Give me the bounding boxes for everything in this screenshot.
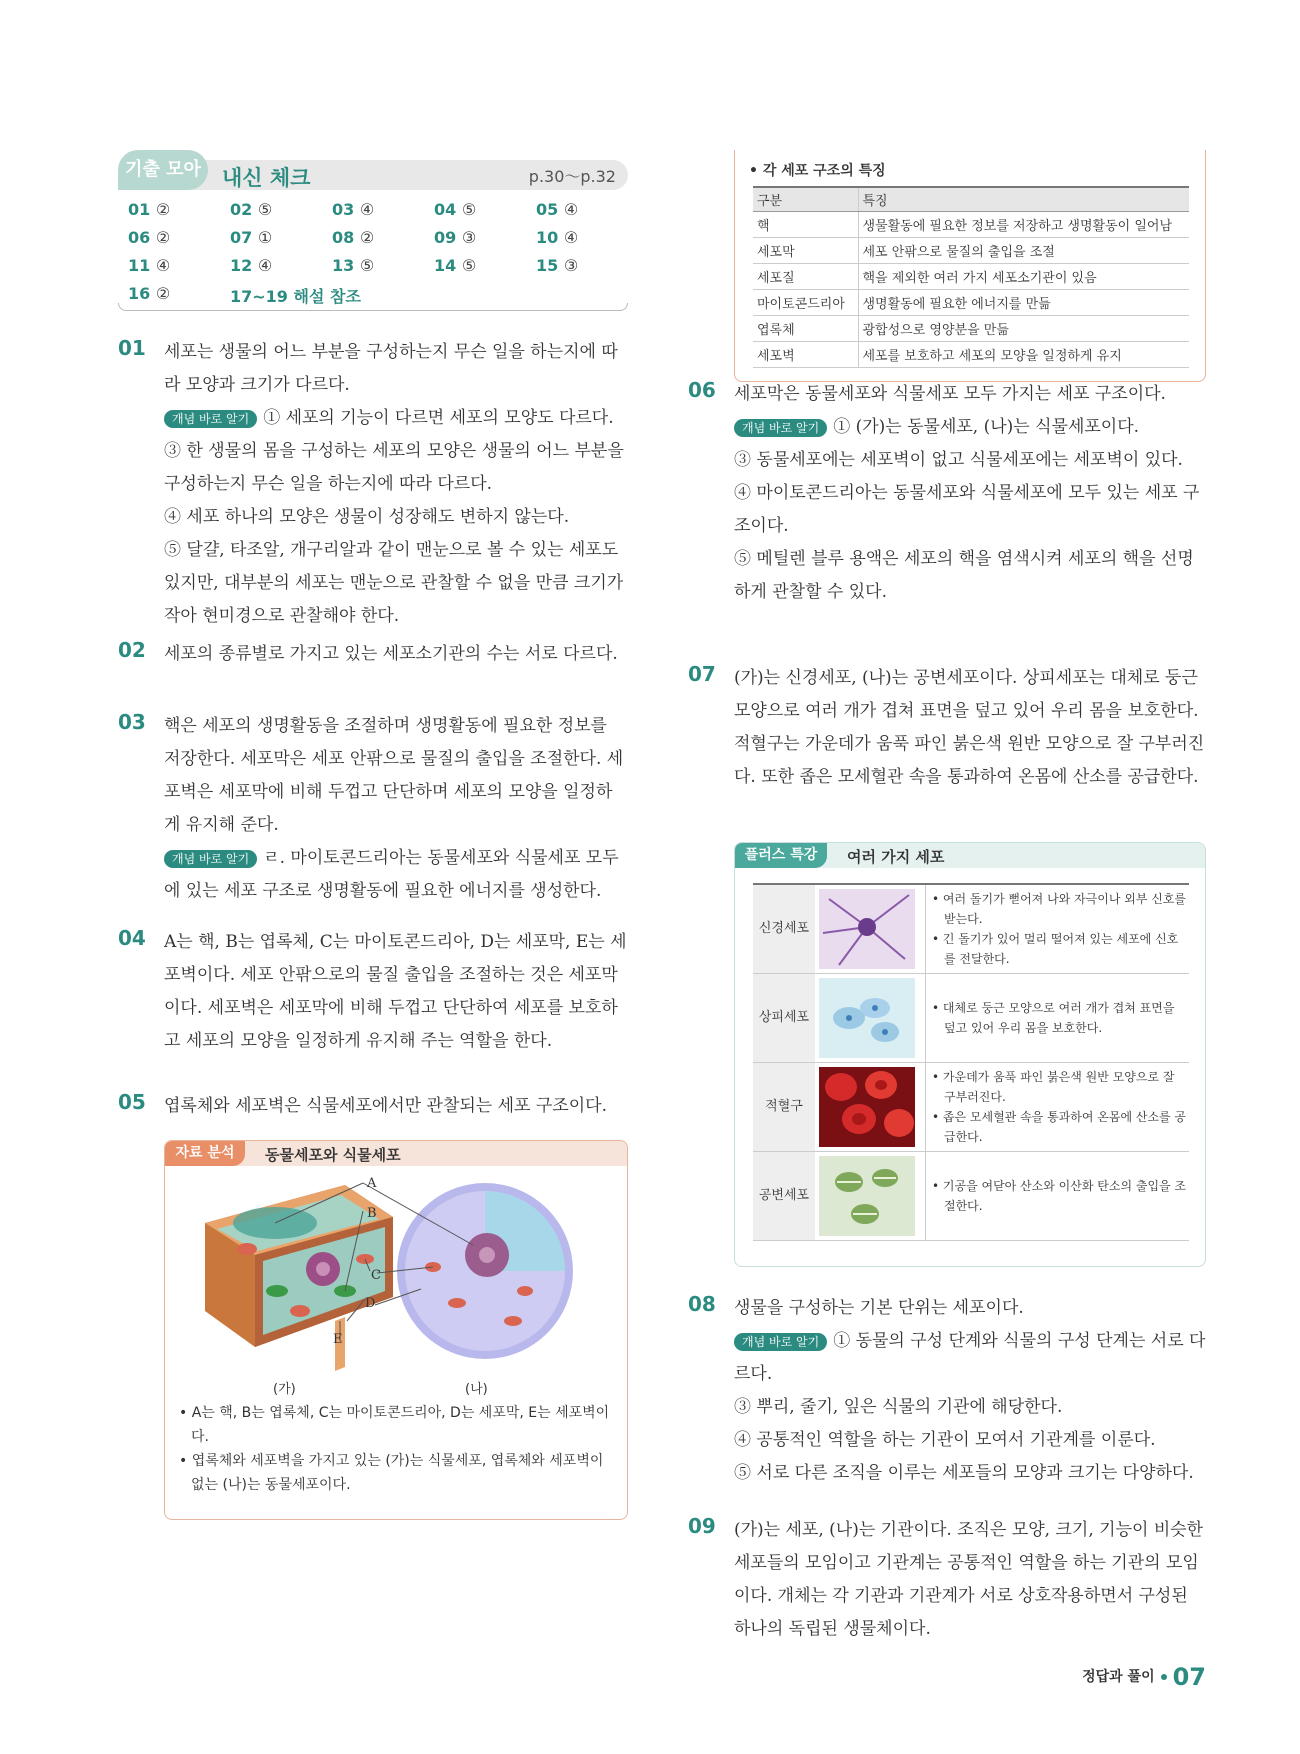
cell-type-description [925, 885, 1187, 973]
feature-name: 핵 [753, 211, 858, 237]
answer-number: 13 [332, 256, 355, 275]
feature-row [753, 211, 1189, 237]
answer-item [332, 228, 434, 249]
feature-desc: 세포 안팎으로 물질의 출입을 조절 [858, 237, 1189, 263]
label-b: B [367, 1206, 377, 1221]
answer-number: 05 [536, 200, 559, 219]
question-07 [688, 662, 1206, 794]
feature-desc: 생물활동에 필요한 정보를 저장하고 생명활동이 일어남 [858, 211, 1189, 237]
feature-row [753, 341, 1189, 367]
answer-item [536, 256, 628, 277]
answer-choice: ④ [155, 256, 171, 275]
answer-choice: ④ [359, 200, 375, 219]
cell-type-row [753, 1152, 1189, 1241]
label-d: D [365, 1296, 376, 1311]
answer-choice: ⑤ [461, 200, 477, 219]
choice-text: ④ 마이토콘드리아는 동물세포와 식물세포에 모두 있는 세포 구조이다. [734, 483, 1200, 536]
cell-micrograph [819, 1067, 915, 1147]
feature-col-header: 구분 [753, 187, 858, 211]
answer-extra-note: 17~19 해설 참조 [230, 287, 361, 306]
feature-desc: 생명활동에 필요한 에너지를 만듦 [858, 289, 1189, 315]
question-number: 06 [688, 378, 716, 402]
cell-micrograph [819, 978, 915, 1058]
feature-name: 세포벽 [753, 341, 858, 367]
feature-name: 엽록체 [753, 315, 858, 341]
answer-choice: ⑤ [257, 200, 273, 219]
cell-type-note: • 기공을 여닫아 산소와 이산화 탄소의 출입을 조절한다. [932, 1179, 1187, 1213]
feature-table [753, 186, 1189, 368]
answer-badge: 기출 모아 [118, 150, 208, 190]
cell-type-note: • 긴 돌기가 있어 멀리 떨어져 있는 세포에 신호를 전달한다. [932, 932, 1179, 966]
label-a: A [367, 1176, 377, 1191]
page-number: 07 [1172, 1663, 1206, 1691]
concept-tag: 개념 바로 알기 [734, 419, 827, 437]
answer-choice: ④ [563, 200, 579, 219]
answer-choice: ⑤ [359, 256, 375, 275]
answer-box-bottom-border [118, 303, 628, 311]
question-text: 생물을 구성하는 기본 단위는 세포이다. [734, 1298, 1024, 1318]
choice-text: ⑤ 서로 다른 조직을 이루는 세포들의 모양과 크기는 다양하다. [734, 1463, 1194, 1483]
concept-tag: 개념 바로 알기 [164, 850, 257, 868]
feature-desc: 핵을 제외한 여러 가지 세포소기관이 있음 [858, 263, 1189, 289]
answer-number: 07 [230, 228, 253, 247]
concept-tag: 개념 바로 알기 [734, 1333, 827, 1351]
answer-item [128, 200, 230, 221]
choice-text: ④ 공통적인 역할을 하는 기관이 모여서 기관계를 이룬다. [734, 1430, 1156, 1450]
label-ga: (가) [273, 1382, 296, 1397]
question-text: (가)는 세포, (나)는 기관이다. 조직은 모양, 크기, 기능이 비슷한 세포들의 모임이고 기관계는 공통적인 역할을 하는 기관의 모임이다. 개체는 각 기관과 기관계가 서로 상호작용하면서 구성된 하나의 독립된 생물체이다. [734, 1520, 1204, 1639]
question-text: A는 핵, B는 엽록체, C는 마이토콘드리아, D는 세포막, E는 세포벽이다. 세포 안팎으로의 물질 출입을 조절하는 것은 세포막이다. 세포벽은 세포막에 비해 두껍고 단단하여 세포를 보호하고 세포의 모양을 일정하게 유지해 주는 역할을 한다. [164, 932, 627, 1051]
choice-text: ③ 한 생물의 몸을 구성하는 세포의 모양은 생물의 어느 부분을 구성하는지 무슨 일을 하는지에 따라 다르다. [164, 441, 624, 494]
feature-desc: 세포를 보호하고 세포의 모양을 일정하게 유지 [858, 341, 1189, 367]
feature-row [753, 315, 1189, 341]
answer-choice: ② [155, 284, 171, 303]
answer-grid [128, 200, 628, 305]
cell-type-note: • 좁은 모세혈관 속을 통과하여 온몸에 산소를 공급한다. [932, 1110, 1187, 1144]
question-01 [118, 336, 628, 633]
question-06 [688, 378, 1206, 609]
answer-item [434, 200, 536, 221]
cell-type-name: 상피세포 [753, 974, 815, 1062]
choice-text: ③ 동물세포에는 세포벽이 없고 식물세포에는 세포벽이 있다. [734, 450, 1183, 470]
answer-choice: ④ [257, 256, 273, 275]
answer-number: 14 [434, 256, 457, 275]
feature-row [753, 263, 1189, 289]
label-na: (나) [465, 1382, 488, 1397]
answer-choice: ⑤ [461, 256, 477, 275]
question-09 [688, 1514, 1206, 1646]
question-08 [688, 1292, 1206, 1490]
feature-name: 마이토콘드리아 [753, 289, 858, 315]
answer-number: 01 [128, 200, 151, 219]
answer-item [128, 256, 230, 277]
answer-number: 10 [536, 228, 559, 247]
answer-item [230, 200, 332, 221]
question-04 [118, 926, 628, 1058]
cell-type-name: 적혈구 [753, 1063, 815, 1151]
data-analysis-box [164, 1140, 628, 1520]
footer-dot [1161, 1674, 1167, 1680]
question-text: 세포는 생물의 어느 부분을 구성하는지 무슨 일을 하는지에 따라 모양과 크기가 다르다. [164, 342, 618, 395]
question-03 [118, 710, 628, 908]
cell-type-description [925, 1063, 1187, 1151]
question-text: 핵은 세포의 생명활동을 조절하며 생명활동에 필요한 정보를 저장한다. 세포막은 세포 안팎으로 물질의 출입을 조절한다. 세포벽은 세포막에 비해 두껍고 단단하며 세포의 모양을 일정하게 유지해 준다. [164, 716, 624, 835]
question-number: 01 [118, 336, 146, 360]
cell-micrograph [819, 889, 915, 969]
cell-type-name: 신경세포 [753, 885, 815, 973]
animal-cell-illustration [397, 1183, 573, 1359]
feature-name: 세포막 [753, 237, 858, 263]
feature-desc: 광합성으로 영양분을 만듦 [858, 315, 1189, 341]
question-number: 04 [118, 926, 146, 950]
concept-tag: 개념 바로 알기 [164, 410, 257, 428]
cell-types-table [753, 883, 1189, 1241]
answer-number: 15 [536, 256, 559, 275]
question-number: 03 [118, 710, 146, 734]
cell-type-note: • 여러 돌기가 뻗어져 나와 자극이나 외부 신호를 받는다. [932, 892, 1187, 926]
feature-name: 세포질 [753, 263, 858, 289]
answer-item [128, 228, 230, 249]
plus-lecture-badge: 플러스 특강 [735, 843, 827, 868]
question-number: 07 [688, 662, 716, 686]
data-analysis-badge: 자료 분석 [165, 1141, 245, 1166]
cell-type-row [753, 1063, 1189, 1152]
question-number: 08 [688, 1292, 716, 1316]
question-number: 09 [688, 1514, 716, 1538]
answer-choice: ② [155, 200, 171, 219]
question-text: 엽록체와 세포벽은 식물세포에서만 관찰되는 세포 구조이다. [164, 1096, 607, 1116]
answer-page-range: p.30～p.32 [528, 167, 616, 186]
answer-number: 12 [230, 256, 253, 275]
question-text: 세포막은 동물세포와 식물세포 모두 가지는 세포 구조이다. [734, 384, 1166, 404]
cell-type-name: 공변세포 [753, 1152, 815, 1240]
choice-text: ㄹ. 마이토콘드리아는 동물세포와 식물세포 모두에 있는 세포 구조로 생명활동에 필요한 에너지를 생성한다. [164, 848, 619, 901]
cell-type-row [753, 974, 1189, 1063]
answer-item [434, 228, 536, 249]
feature-row [753, 289, 1189, 315]
question-number: 02 [118, 638, 146, 662]
answer-choice: ④ [563, 228, 579, 247]
feature-table-title: • 각 세포 구조의 특징 [749, 163, 886, 179]
answer-number: 06 [128, 228, 151, 247]
choice-text: ⑤ 메틸렌 블루 용액은 세포의 핵을 염색시켜 세포의 핵을 선명하게 관찰할 수 있다. [734, 549, 1194, 602]
data-analysis-title: 동물세포와 식물세포 [265, 1146, 401, 1164]
plus-lecture-title: 여러 가지 세포 [847, 848, 945, 866]
plant-cell-illustration [205, 1185, 393, 1371]
answer-number: 04 [434, 200, 457, 219]
feature-table-header [753, 187, 1189, 211]
answer-item [332, 256, 434, 277]
label-e: E [333, 1332, 343, 1347]
feature-row [753, 237, 1189, 263]
answer-item [230, 256, 332, 277]
label-c: C [371, 1268, 381, 1283]
choice-text: ① (가)는 동물세포, (나)는 식물세포이다. [833, 417, 1140, 437]
answer-item [536, 228, 628, 249]
answer-check-box [118, 150, 628, 312]
footer-label: 정답과 풀이 [1082, 1669, 1155, 1685]
cell-diagram [165, 1171, 627, 1401]
question-text: (가)는 신경세포, (나)는 공변세포이다. 상피세포는 대체로 둥근 모양으로 여러 개가 겹쳐 표면을 덮고 있어 우리 몸을 보호한다. 적혈구는 가운데가 움푹 파인 붉은색 원반 모양으로 잘 구부러진다. 또한 좁은 모세혈관 속을 통과하여 온몸에 산소를 공급한다. [734, 668, 1205, 787]
question-text: 세포의 종류별로 가지고 있는 세포소기관의 수는 서로 다르다. [164, 644, 618, 664]
cell-type-description [925, 974, 1187, 1062]
cell-micrograph [819, 1156, 915, 1236]
question-02 [118, 638, 628, 671]
choice-text: ④ 세포 하나의 모양은 생물이 성장해도 변하지 않는다. [164, 507, 570, 527]
answer-number: 16 [128, 284, 151, 303]
answer-choice: ② [155, 228, 171, 247]
analysis-note-1: • A는 핵, B는 엽록체, C는 마이토콘드리아, D는 세포막, E는 세포벽이다. [179, 1405, 610, 1445]
answer-item [332, 200, 434, 221]
choice-text: ① 동물의 구성 단계와 식물의 구성 단계는 서로 다르다. [734, 1331, 1206, 1384]
answer-choice: ③ [563, 256, 579, 275]
choice-text: ③ 뿌리, 줄기, 잎은 식물의 기관에 해당한다. [734, 1397, 1063, 1417]
answer-number: 08 [332, 228, 355, 247]
cell-type-row [753, 885, 1189, 974]
question-05 [118, 1090, 628, 1123]
answer-item [434, 256, 536, 277]
answer-item [536, 200, 628, 221]
cell-type-description [925, 1152, 1187, 1240]
page-footer [1082, 1663, 1206, 1691]
feature-col-header: 특징 [858, 187, 1189, 211]
answer-number: 09 [434, 228, 457, 247]
answer-number: 03 [332, 200, 355, 219]
answer-number: 02 [230, 200, 253, 219]
left-column [118, 150, 628, 1493]
answer-number: 11 [128, 256, 151, 275]
analysis-note-2: • 엽록체와 세포벽을 가지고 있는 (가)는 식물세포, 엽록체와 세포벽이 없는 (나)는 동물세포이다. [179, 1453, 604, 1493]
answer-choice: ① [257, 228, 273, 247]
answer-item [128, 284, 230, 305]
cell-type-note: • 대체로 둥근 모양으로 여러 개가 겹쳐 표면을 덮고 있어 우리 몸을 보호한다. [932, 1001, 1175, 1035]
plus-lecture-box [734, 842, 1206, 1267]
answer-item [230, 228, 332, 249]
answer-title: 내신 체크 [222, 166, 311, 190]
choice-text: ⑤ 달걀, 타조알, 개구리알과 같이 맨눈으로 볼 수 있는 세포도 있지만, 대부분의 세포는 맨눈으로 관찰할 수 없을 만큼 크기가 작아 현미경으로 관찰해야 한다. [164, 540, 624, 626]
answer-choice: ③ [461, 228, 477, 247]
cell-type-note: • 가운데가 움푹 파인 붉은색 원반 모양으로 잘 구부러진다. [932, 1070, 1175, 1104]
answer-choice: ② [359, 228, 375, 247]
question-number: 05 [118, 1090, 146, 1114]
choice-text: ① 세포의 기능이 다르면 세포의 모양도 다르다. [263, 408, 614, 428]
feature-table-box [734, 150, 1206, 382]
